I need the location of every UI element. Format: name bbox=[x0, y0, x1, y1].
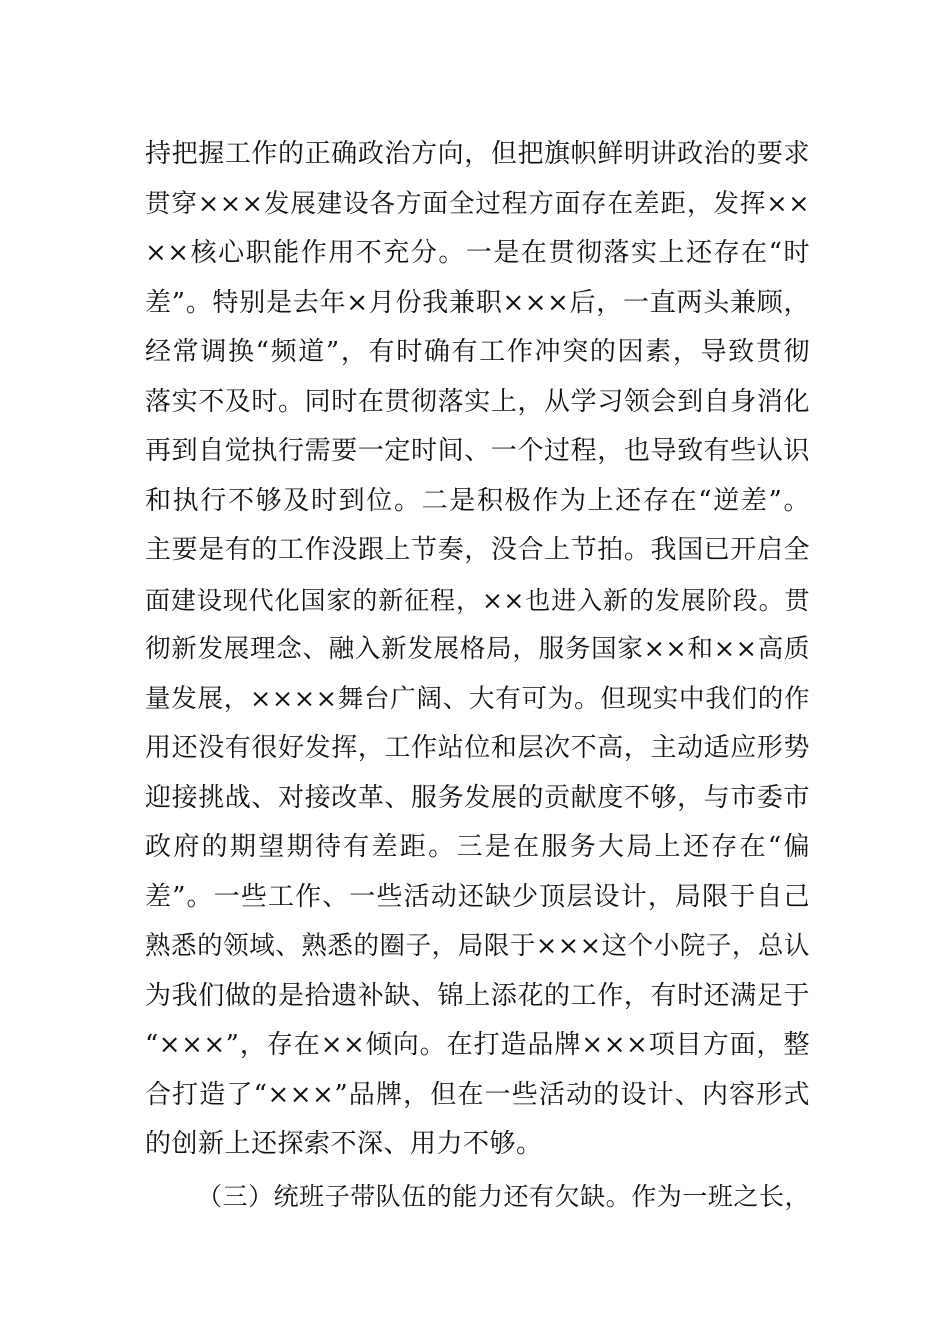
paragraph-line-7: 再到自觉执行需要一定时间、一个过程，也导致有些认识 bbox=[145, 436, 810, 466]
paragraph-line-18: 为我们做的是拾遗补缺、锦上添花的工作，有时还满足于 bbox=[145, 980, 810, 1011]
paragraph-line-6: 落实不及时。同时在贯彻落实上，从学习领会到自身消化 bbox=[145, 386, 810, 417]
paragraph-line-20: 合打造了“×××”品牌，但在一些活动的设计、内容形式 bbox=[145, 1079, 810, 1110]
paragraph-line-10: 面建设现代化国家的新征程，××也进入新的发展阶段。贯 bbox=[145, 585, 810, 615]
paragraph-line-21: 的创新上还探索不深、用力不够。 bbox=[145, 1129, 543, 1159]
section-heading: （三）统班子带队伍的能力还有欠缺。作为一班之长， bbox=[197, 1181, 810, 1211]
paragraph-line-9: 主要是有的工作没跟上节奏，没合上节拍。我国已开启全 bbox=[145, 535, 810, 565]
paragraph-line-2: 贯穿×××发展建设各方面全过程方面存在差距，发挥×× bbox=[145, 188, 810, 219]
paragraph-line-15: 政府的期望期待有差距。三是在服务大局上还存在“偏 bbox=[145, 832, 810, 862]
paragraph-line-16: 差”。一些工作、一些活动还缺少顶层设计，局限于自己 bbox=[145, 881, 810, 912]
paragraph-line-4: 差”。特别是去年×月份我兼职×××后，一直两头兼顾， bbox=[145, 287, 810, 318]
paragraph-line-3: ××核心职能作用不充分。一是在贯彻落实上还存在“时 bbox=[145, 238, 810, 268]
paragraph-line-13: 用还没有很好发挥，工作站位和层次不高，主动适应形势 bbox=[145, 733, 810, 763]
paragraph-line-14: 迎接挑战、对接改革、服务发展的贡献度不够，与市委市 bbox=[145, 782, 810, 813]
body-text bbox=[145, 130, 810, 1221]
paragraph-line-12: 量发展，××××舞台广阔、大有可为。但现实中我们的作 bbox=[145, 683, 810, 714]
paragraph-line-17: 熟悉的领域、熟悉的圈子，局限于×××这个小院子，总认 bbox=[145, 931, 810, 961]
paragraph-line-11: 彻新发展理念、融入新发展格局，服务国家××和××高质 bbox=[145, 634, 810, 664]
paragraph-line-19: “×××”，存在××倾向。在打造品牌×××项目方面，整 bbox=[145, 1030, 810, 1060]
paragraph-line-5: 经常调换“频道”，有时确有工作冲突的因素，导致贯彻 bbox=[145, 337, 810, 367]
paragraph-line-1: 持把握工作的正确政治方向，但把旗帜鲜明讲政治的要求 bbox=[145, 139, 810, 169]
paragraph-line-8: 和执行不够及时到位。二是积极作为上还存在“逆差”。 bbox=[145, 485, 810, 516]
